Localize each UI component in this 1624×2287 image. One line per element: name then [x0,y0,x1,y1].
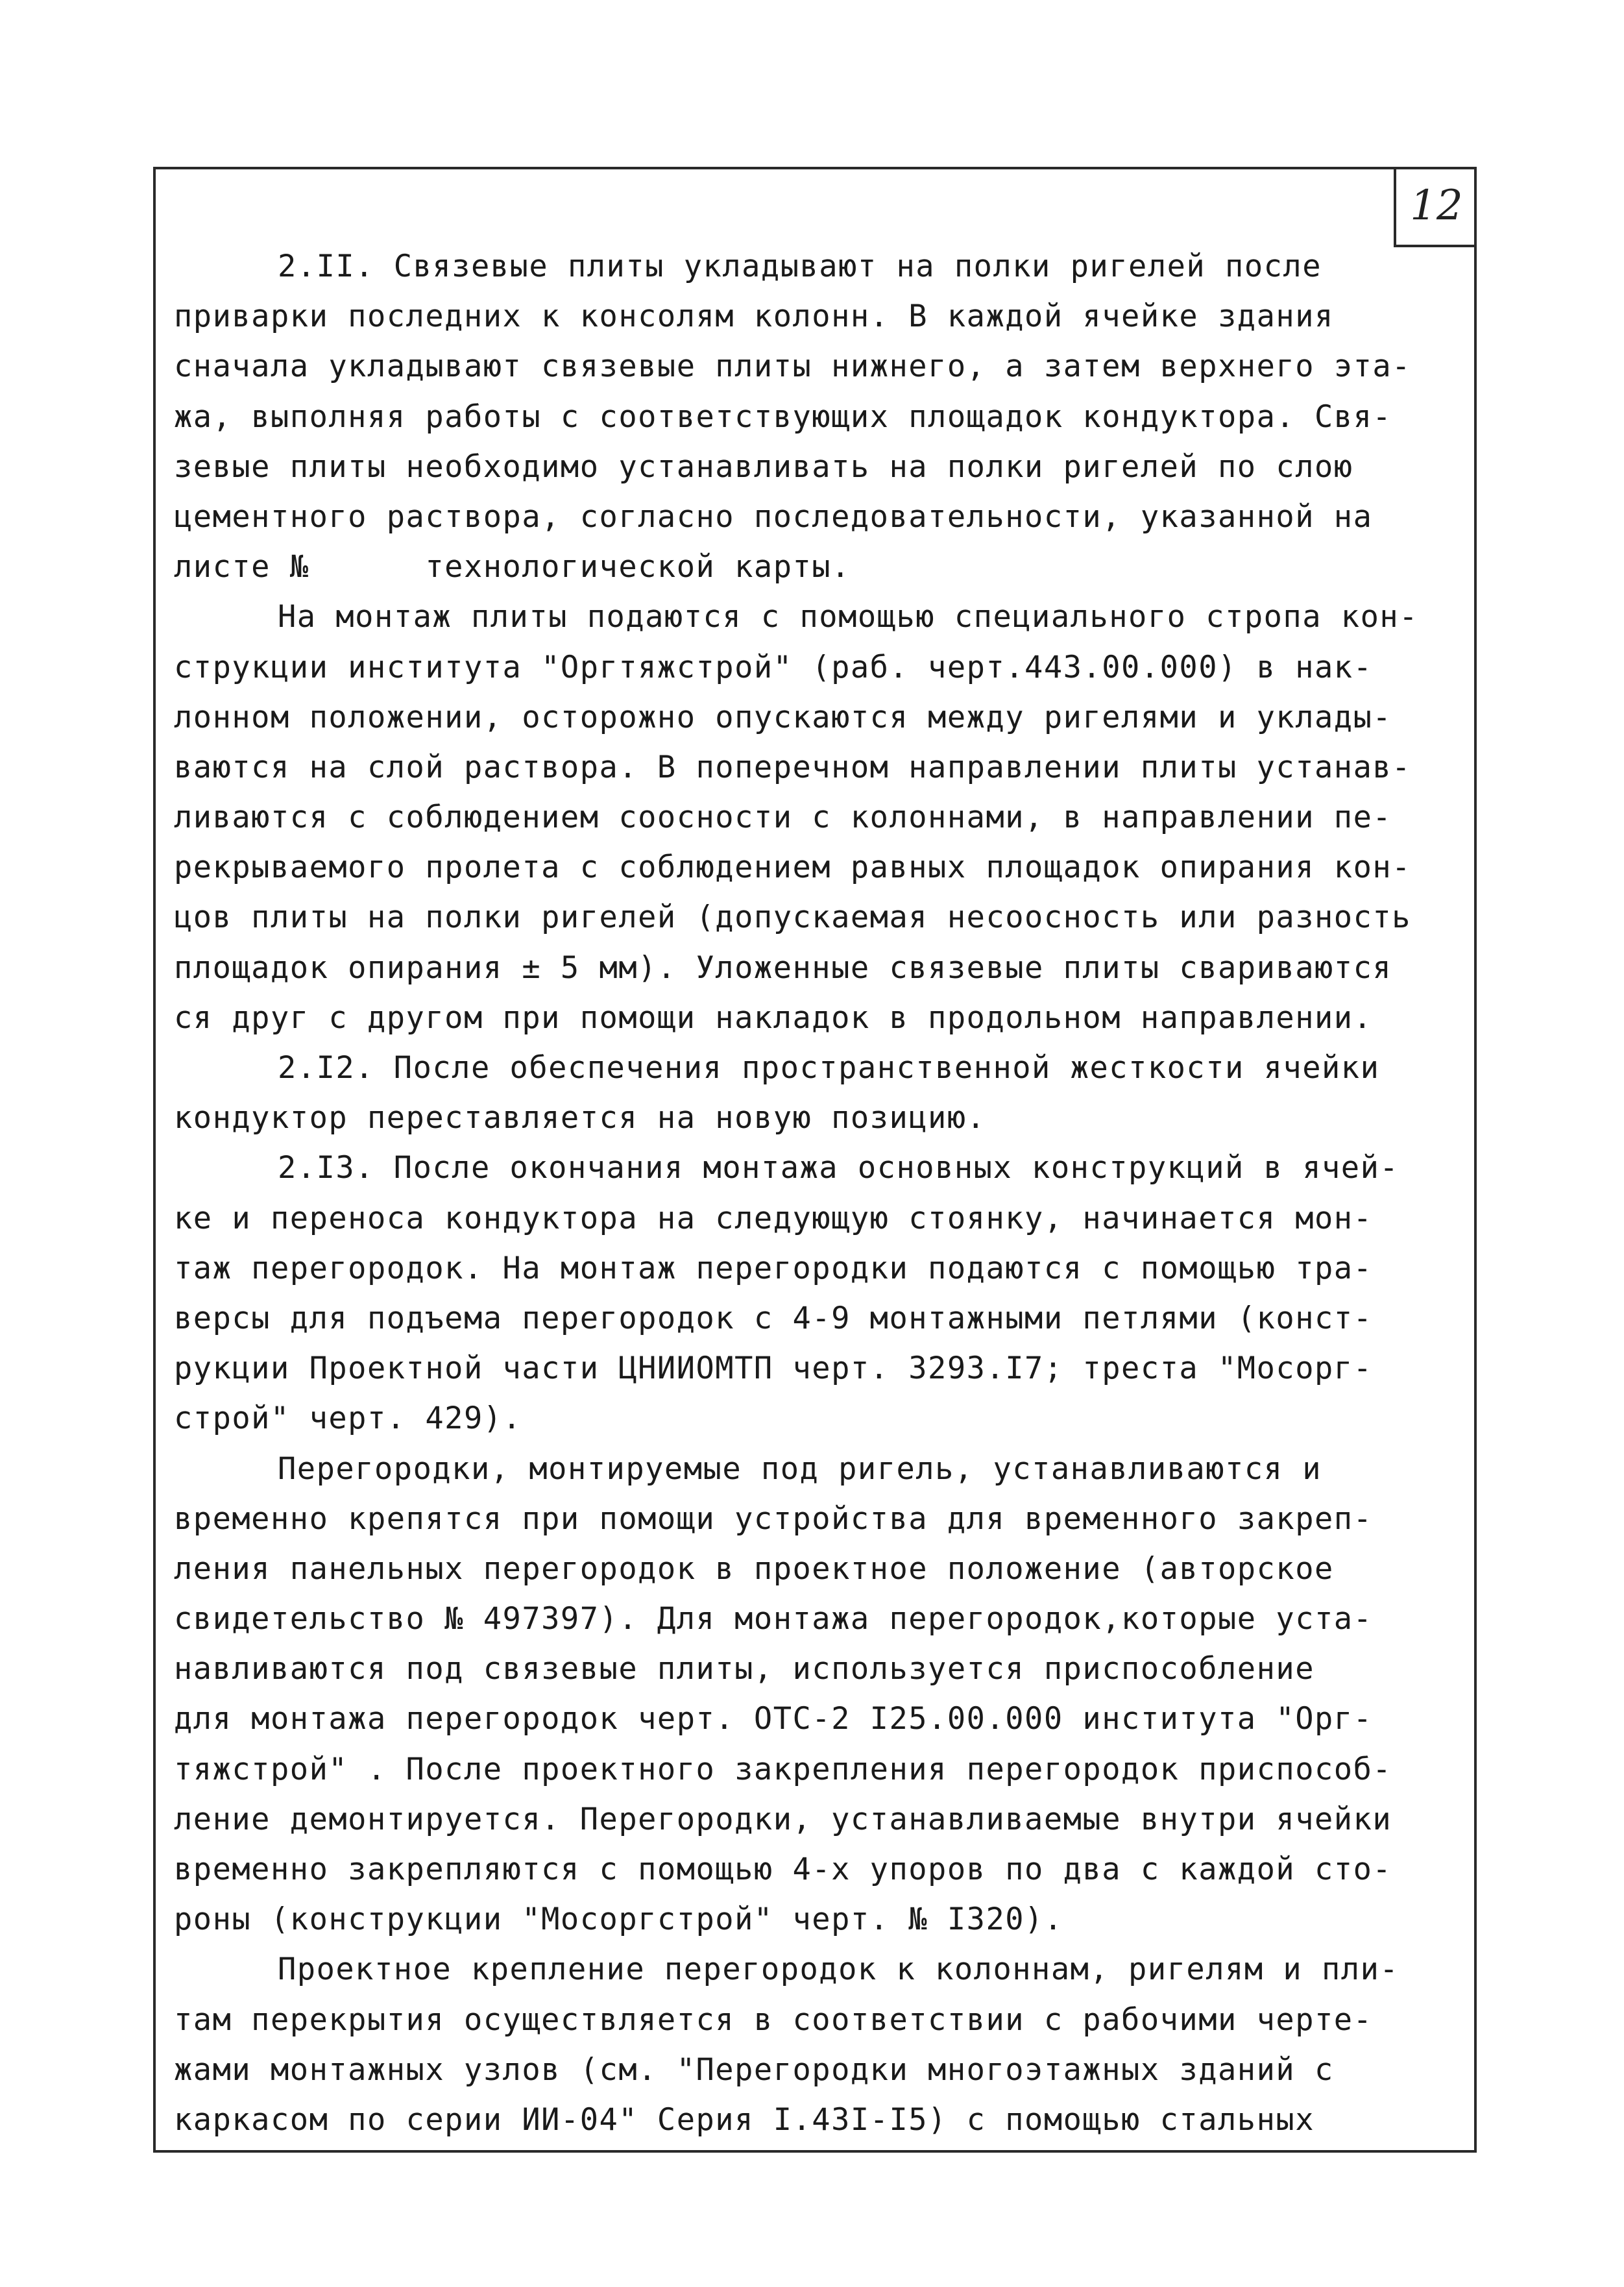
text-line: рекрываемого пролета с соблюдением равных площадок опирания кон- [174,850,1411,886]
text-line: временно закрепляются с помощью 4-х упоров по два с каждой сто- [174,1852,1392,1887]
text-line: листе № технологической карты. [174,549,851,585]
text-line: ваются на слой раствора. В поперечном направлении плиты устанав- [174,749,1411,785]
text-line: навливаются под связевые плиты, используется приспособление [174,1651,1315,1687]
text-line: приварки последних к консолям колонн. В каждой ячейке здания [174,299,1334,335]
text-line: версы для подъема перегородок с 4-9 монтажными петлями (конст- [174,1300,1373,1336]
text-line: лонном положении, осторожно опускаются между ригелями и уклады- [174,699,1392,735]
text-line: временно крепятся при помощи устройства для временного закреп- [174,1500,1373,1537]
text-line: строй" черт. 429). [174,1400,522,1437]
text-line: цов плиты на полки ригелей (допускаемая несоосность или разность [174,899,1411,936]
text-line: ся друг с другом при помощи накладок в продольном направлении. [174,999,1373,1036]
text-line: ления панельных перегородок в проектное положение (авторское [174,1550,1334,1587]
text-line: свидетельство № 497397). Для монтажа перегородок,которые уста- [174,1601,1373,1637]
text-line: цементного раствора, согласно последовательности, указанной на [174,498,1373,535]
text-line: роны (конструкции "Мосоргстрой" черт. № I320). [174,1902,1063,1938]
text-line: 2.I2. После обеспечения пространственной жесткости ячейки [278,1050,1380,1086]
text-line: жа, выполняя работы с соответствующих площадок кондуктора. Свя- [174,398,1392,435]
text-line: 2.I3. После окончания монтажа основных конструкций в ячей- [278,1150,1400,1186]
document-body [174,241,1472,2145]
text-line: для монтажа перегородок черт. ОТС-2 I25.00.000 института "Орг- [174,1701,1373,1737]
text-line: 2.II. Связевые плиты укладывают на полки ригелей после [278,249,1322,284]
page-number: 12 [1394,167,1477,247]
text-line: зевые плиты необходимо устанавливать на полки ригелей по слою [174,448,1353,485]
text-line: ление демонтируется. Перегородки, устанавливаемые внутри ячейки [174,1801,1392,1837]
text-line: там перекрытия осуществляется в соответствии с рабочими черте- [174,2001,1373,2038]
text-line: струкции института "Оргтяжстрой" (раб. черт.443.00.000) в нак- [174,649,1373,685]
text-line: площадок опирания ± 5 мм). Уложенные связевые плиты свариваются [174,949,1392,986]
text-line: рукции Проектной части ЦНИИОМТП черт. 3293.I7; треста "Мосорг- [174,1351,1373,1387]
text-line: Проектное крепление перегородок к колоннам, ригелям и пли- [278,1951,1400,1988]
text-line: ливаются с соблюдением соосности с колоннами, в направлении пе- [174,800,1392,836]
text-line: На монтаж плиты подаются с помощью специального стропа кон- [278,599,1418,635]
text-line: ке и переноса кондуктора на следующую стоянку, начинается мон- [174,1200,1373,1236]
text-line: кондуктор переставляется на новую позицию. [174,1100,986,1136]
text-line: сначала укладывают связевые плиты нижнего, а затем верхнего эта- [174,349,1411,385]
text-line: таж перегородок. На монтаж перегородки подаются с помощью тра- [174,1250,1373,1286]
text-line: тяжстрой" . После проектного закрепления перегородок приспособ- [174,1751,1392,1787]
text-line: Перегородки, монтируемые под ригель, устанавливаются и [278,1450,1322,1487]
text-line: каркасом по серии ИИ-04" Серия I.43I-I5) с помощью стальных [174,2101,1315,2138]
text-line: жами монтажных узлов (см. "Перегородки многоэтажных зданий с [174,2051,1334,2088]
